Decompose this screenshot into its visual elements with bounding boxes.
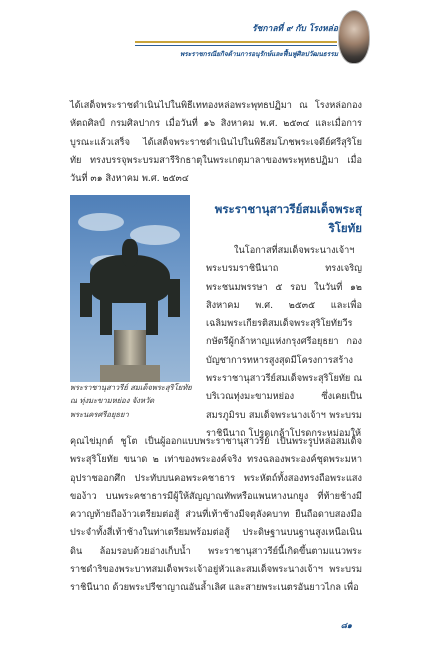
header-subtitle: พระราชกรณียกิจด้านการอนุรักษ์และฟื้นฟูศิลปวัฒนธรรม — [179, 50, 338, 58]
header-title: รัชกาลที่ ๙ กับ โรงหล่อ — [252, 24, 338, 34]
paragraph-2-text: ในโอกาสที่สมเด็จพระนางเจ้าฯ พระบรมราชินีนาถ ทรงเจริญพระชนมพรรษา ๕ รอบ ในวันที่ ๑๒ สิงหาคม พ.ศ. ๒๕๓๕ และเพื่อเฉลิมพระเกียรติสมเด็จพระสุริโยทัยวีรกษัตรีผู้กล้าหาญแห่งกรุงศรีอยุธยา กองบัญชาการทหารสูงสุดมีโครงการสร้างพระราชานุสาวรีย์สมเด็จพระสุริโยทัย ณ บริเวณทุ่งมะขามหย่อง ซึ่งเคยเป็นสมรภูมิรบ สมเด็จพระนางเจ้าฯ พระบรมราชินีนาถ โปรดเกล้าโปรดกระหม่อมให้ — [206, 245, 362, 439]
photo-caption: พระราชานุสาวรีย์ สมเด็จพระสุริโยทัย ณ ทุ่งมะขามหย่อง จังหวัดพระนครศรีอยุธยา — [70, 383, 192, 419]
header-rule-gold — [135, 41, 337, 43]
header-rule-blue — [135, 45, 337, 46]
header-portrait-image — [338, 10, 370, 64]
section-title: พระราชานุสาวรีย์สมเด็จพระสุริโยทัย — [214, 202, 362, 235]
paragraph-1: ได้เสด็จพระราชดำเนินไปในพิธีเททองหล่อพระพุทธปฏิมา ณ โรงหล่อกองหัตถศิลป์ กรมศิลปากร เมื่อวันที่ ๑๖ สิงหาคม พ.ศ. ๒๕๓๔ และเมื่อการบูรณะแล้วเสร็จ ได้เสด็จพระราชดำเนินไปในพิธีสมโภชพระเจดีย์ศรีสุริโยทัย ทรงบรรจุพระบรมสารีริกธาตุในพระเกตุมาลาของพระพุทธปฏิมา เมื่อวันที่ ๓๑ สิงหาคม พ.ศ. ๒๕๓๔ — [70, 100, 362, 185]
paragraph-3: คุณไข่มุกต์ ชูโต เป็นผู้ออกแบบพระราชานุสาวรีย์ เป็นพระรูปหล่อสมเด็จพระสุริโยทัย ขนาด ๒ เท่าของพระองค์จริง ทรงฉลองพระองค์ชุดพระมหาอุปราชออกศึก ประทับบนคอพระคชาธาร พระหัตถ์ทั้งสองทรงถือพระแสงของ้าว บนพระคชาธารมีผู้ให้สัญญาณทัพหรือแพนหางนกยูง ที่ท้ายช้างมีควาญท้ายถือง้าวเตรียมต่อสู้ ส่วนที่เท้าช้างมีจตุลังคบาท ยืนถือดาบสองมือประจำทั้งสี่เท้าช้างในท่าเตรียมพร้อมต่อสู้ ประดิษฐานบนฐานสูงเหนือเนินดิน ล้อมรอบด้วยอ่างเก็บน้ำ พระราชานุสาวรีย์นี้เกิดขึ้นตามแนวพระราชดำริของพระบาทสมเด็จพระเจ้าอยู่หัวและสมเด็จพระนางเจ้าฯ พระบรมราชินีนาถ ด้วยพระปรีชาญาณอันล้ำเลิศ และสายพระเนตรอันยาวไกล เพื่อ — [70, 436, 362, 594]
monument-photo — [70, 195, 190, 382]
page-number: ๘๑ — [340, 620, 352, 630]
paragraph-2 — [206, 242, 362, 443]
